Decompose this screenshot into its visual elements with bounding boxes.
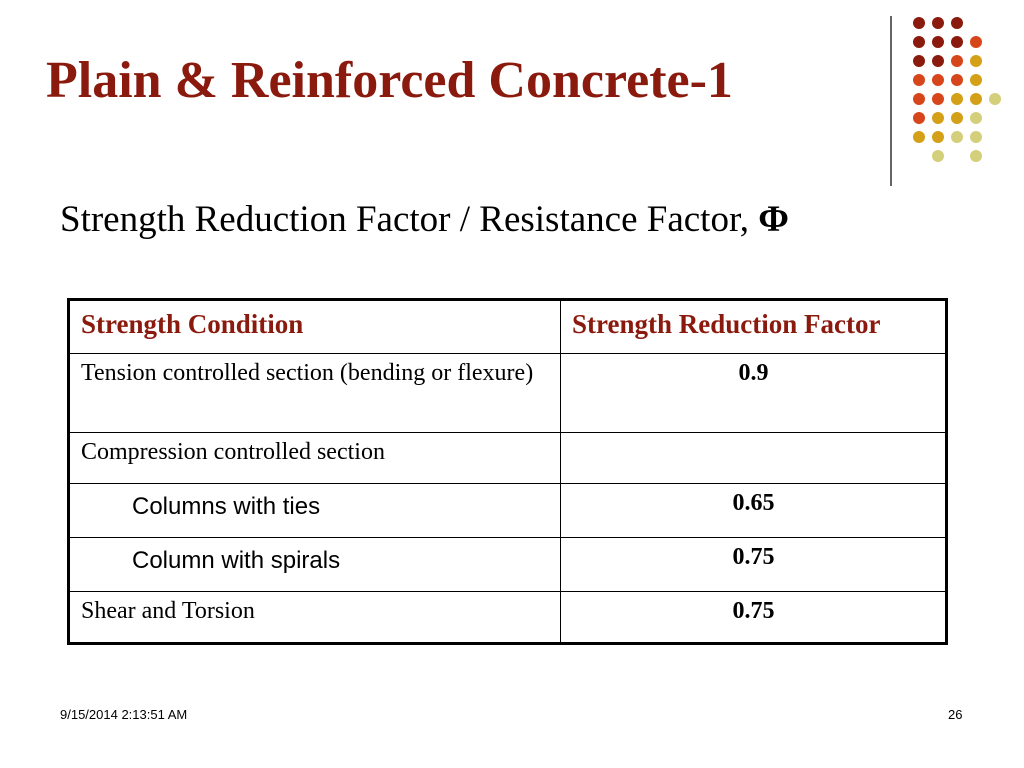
condition-cell: Compression controlled section xyxy=(69,433,561,484)
slide-title: Plain & Reinforced Concrete-1 xyxy=(46,52,733,109)
footer-datetime: 9/15/2014 2:13:51 AM xyxy=(60,707,188,722)
decor-dot xyxy=(913,112,925,124)
decor-dot xyxy=(913,17,925,29)
table-row xyxy=(69,538,947,592)
condition-cell: Tension controlled section (bending or flexure) xyxy=(69,354,561,433)
condition-cell: Columns with ties xyxy=(69,484,561,538)
decor-dot xyxy=(913,74,925,86)
strength-factor-table xyxy=(67,298,948,645)
decor-dot xyxy=(951,93,963,105)
factor-cell: 0.65 xyxy=(561,484,947,538)
table-row xyxy=(69,433,947,484)
footer-page-number: 26 xyxy=(948,707,963,722)
table-row xyxy=(69,592,947,644)
decor-dot xyxy=(989,93,1001,105)
decor-dot xyxy=(970,112,982,124)
factor-cell: 0.9 xyxy=(561,354,947,433)
table-row xyxy=(69,484,947,538)
factor-cell: 0.75 xyxy=(561,538,947,592)
condition-cell: Shear and Torsion xyxy=(69,592,561,644)
decor-dot xyxy=(913,36,925,48)
factor-cell xyxy=(561,433,947,484)
decor-dot xyxy=(951,17,963,29)
condition-cell: Column with spirals xyxy=(69,538,561,592)
decor-dot xyxy=(932,55,944,67)
decor-dot xyxy=(932,150,944,162)
decor-dot xyxy=(932,112,944,124)
header-strength-condition: Strength Condition xyxy=(69,300,561,354)
table-row xyxy=(69,354,947,433)
subtitle-text: Strength Reduction Factor / Resistance Factor, xyxy=(60,199,750,240)
decor-dot xyxy=(913,93,925,105)
decor-dot xyxy=(970,93,982,105)
decor-dot xyxy=(951,74,963,86)
decor-dot xyxy=(951,112,963,124)
decor-dot xyxy=(913,55,925,67)
factor-cell: 0.75 xyxy=(561,592,947,644)
decor-dot xyxy=(970,150,982,162)
decor-dot xyxy=(913,131,925,143)
decor-dot xyxy=(932,131,944,143)
phi-symbol: Φ xyxy=(758,199,789,240)
decor-dot xyxy=(951,131,963,143)
decorative-dot-grid xyxy=(0,0,1024,200)
decor-dot xyxy=(932,74,944,86)
decor-dot xyxy=(932,93,944,105)
decor-dot xyxy=(970,131,982,143)
decor-dot xyxy=(932,36,944,48)
table-header-row xyxy=(69,300,947,354)
decor-dot xyxy=(970,74,982,86)
decor-dot xyxy=(951,36,963,48)
decor-dot xyxy=(951,55,963,67)
decor-dot xyxy=(932,17,944,29)
slide-subtitle xyxy=(60,198,789,241)
decor-dot xyxy=(970,36,982,48)
decor-dot xyxy=(970,55,982,67)
header-strength-reduction-factor: Strength Reduction Factor xyxy=(561,300,947,354)
